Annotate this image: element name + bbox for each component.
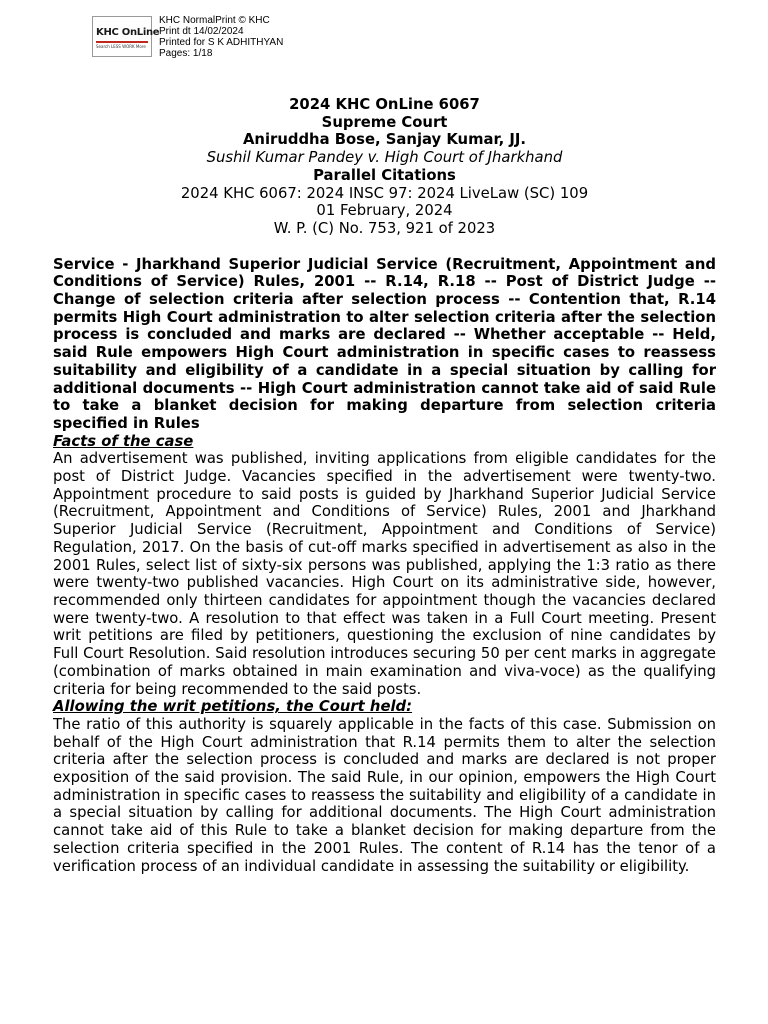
court-name: Supreme Court [321,113,448,131]
holding-heading: Allowing the writ petitions, the Court held: [53,698,413,716]
print-info-line: Printed for S K ADHITHYAN [159,37,284,48]
spacer [53,238,716,256]
document-body [53,96,716,875]
judges: Aniruddha Bose, Sanjay Kumar, JJ. [242,131,527,149]
logo-rule [96,41,148,43]
print-info [159,15,283,59]
holding-text: The ratio of this authority is squarely applicable in the facts of this case. Submission on behalf of the High Court administration that R.14 permits them to alter the selection criteria after the selection process is concluded and marks are declared is not proper exposition of the said provision. The said Rule, in our opinion, empowers the High Court administration in specific cases to reassess the suitability and eligibility of a candidate in a special situation by calling for additional documents. The High Court administration cannot take aid of this Rule to take a blanket decision for making departure from the selection criteria specified in the 2001 Rules. The content of R.14 has the tenor of a verification process of an individual candidate in assessing the suitability or eligibility. [53,715,716,875]
facts-text: An advertisement was published, inviting applications from eligible candidates for the post of District Judge. Vacancies specified in the advertisement were twenty-two. Appointment procedure to said posts is guided by Jharkhand Superior Judicial Service (Recruitment, Appointment and Conditions of Service) Rules, 2001 and Jharkhand Superior Judicial Service (Recruitment, Appointment and Conditions of Service) Regulation, 2017. On the basis of cut-off marks specified in advertisement as also in the 2001 Rules, select list of sixty-six persons was published, applying the 1:3 ratio as there were twenty-two published vacancies. High Court on its administrative side, however, recommended only thirteen candidates for appointment though the vacancies declared were twenty-two. A resolution to that effect was taken in a Full Court meeting. Present writ petitions are filed by petitioners, questioning the exclusion of nine candidates by Full Court Resolution. Said resolution introduces securing 50 per cent marks in aggregate (combination of marks obtained in main examination and viva-voce) as the qualifying criteria for being recommended to the said posts. [53,450,716,698]
parallel-citations-heading: Parallel Citations [313,166,456,184]
case-citation: 2024 KHC OnLine 6067 [289,96,480,113]
facts-heading: Facts of the case [53,432,194,450]
headnote: Service - Jharkhand Superior Judicial Service (Recruitment, Appointment and Conditions of Service) Rules, 2001 -- R.14, R.18 -- Post of District Judge -- Change of selection criteria after selection process -- Contention that, R.14 permits High Court administration to alter selection criteria after the selection process is concluded and marks are declared -- Whether acceptable -- Held, said Rule empowers High Court administration in specific cases to reassess suitability and eligibility of a candidate in a special situation by calling for additional documents -- High Court administration cannot take aid of said Rule to take a blanket decision for making departure from selection criteria specified in Rules [53,255,716,432]
print-info-line: KHC NormalPrint © KHC [159,15,270,26]
khc-online-logo [92,16,160,57]
logo-tagline: Search LESS WORK More [96,44,146,49]
judgment-date: 01 February, 2024 [316,202,453,220]
print-info-line: Print dt 14/02/2024 [159,26,244,37]
logo-brand: KHC OnLine [96,27,160,38]
parallel-citations: 2024 KHC 6067: 2024 INSC 97: 2024 LiveLaw (SC) 109 [180,184,589,202]
print-info-line: Pages: 1/18 [159,48,213,59]
case-number: W. P. (C) No. 753, 921 of 2023 [273,219,496,237]
parties: Sushil Kumar Pandey v. High Court of Jharkhand [206,149,563,167]
